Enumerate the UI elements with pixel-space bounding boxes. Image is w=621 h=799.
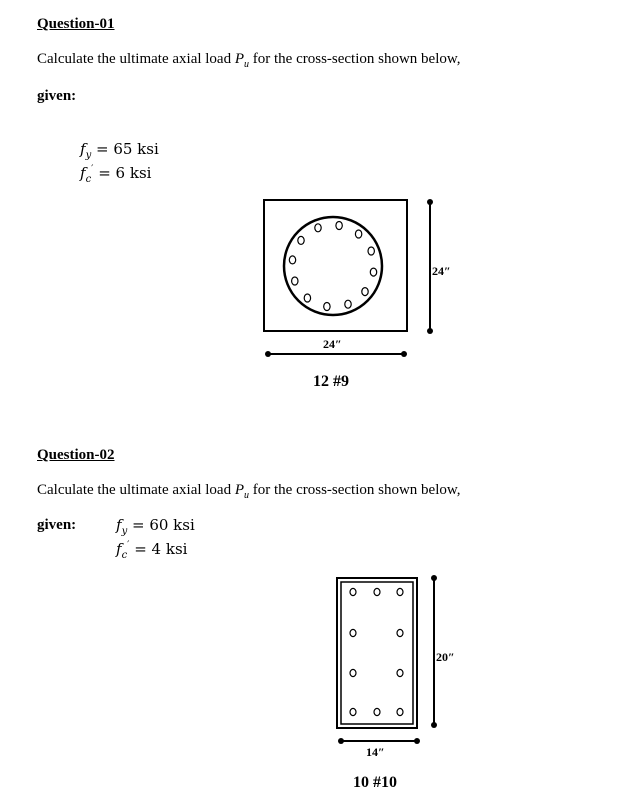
q1-rebar: [345, 300, 351, 308]
q2-prompt-post: for the cross-section shown below,: [249, 482, 461, 498]
q2-fc-equation: $f_c' = 4$ ksi: [116, 540, 188, 561]
q2-rebar: [397, 708, 403, 715]
q1-rebar: [292, 277, 298, 285]
q2-rebar: [350, 629, 356, 636]
q2-rebar: [397, 588, 403, 595]
q1-height-dim-end-bottom: [427, 328, 433, 334]
q1-rebar: [336, 222, 342, 230]
q1-column-outline: [264, 200, 407, 331]
q2-bars-label: 10 #10: [353, 774, 397, 791]
q2-height-dim-end-top: [431, 575, 437, 581]
q2-fy-equation: $f_y = 60$ ksi: [116, 516, 195, 537]
q2-fc-value: = 4 ksi: [129, 540, 188, 558]
q1-rebar: [355, 230, 361, 238]
q2-given-label: given:: [37, 517, 77, 533]
q1-height-label: 24″: [432, 264, 451, 278]
q1-rebar: [298, 236, 304, 244]
q1-rebar: [362, 288, 368, 296]
q1-fc-equation: $f_c' = 6$ ksi: [80, 164, 152, 185]
q2-rebar: [397, 669, 403, 676]
q2-column-outline: [337, 578, 417, 728]
q2-width-dim-end-left: [338, 738, 344, 744]
q1-width-dim-end-right: [401, 351, 407, 357]
q1-fy-value: = 65 ksi: [91, 140, 159, 158]
q1-rebar: [304, 294, 310, 302]
q1-fy-equation: $f_y = 65$ ksi: [80, 140, 159, 161]
q1-rebar-group: [289, 222, 376, 311]
q1-height-dim-end-top: [427, 199, 433, 205]
q2-prompt: [37, 482, 461, 501]
q1-prompt-post: for the cross-section shown below,: [249, 51, 461, 67]
q2-height-label: 20″: [436, 650, 455, 664]
q2-rebar: [350, 588, 356, 595]
q1-width-label: 24″: [323, 337, 342, 351]
q2-rebar: [374, 708, 380, 715]
q1-bars-label: 12 #9: [313, 373, 349, 390]
q1-rebar: [370, 268, 376, 276]
q1-rebar: [289, 256, 295, 264]
q1-fc-value: = 6 ksi: [93, 164, 152, 182]
q1-rebar: [324, 303, 330, 311]
q1-spiral-tie: [284, 217, 382, 315]
q2-fy-value: = 60 ksi: [127, 516, 195, 534]
q1-title: Question-01: [37, 16, 115, 32]
q2-rebar-group: [350, 588, 403, 715]
q2-prompt-pre: Calculate the ultimate axial load: [37, 482, 235, 498]
q2-tie: [341, 582, 413, 724]
q2-rebar: [374, 588, 380, 595]
q2-title: Question-02: [37, 447, 115, 463]
q1-rebar: [368, 247, 374, 255]
q1-load-symbol: $P_u$: [234, 51, 250, 70]
q1-given-label: given:: [37, 88, 77, 104]
q2-rebar: [350, 708, 356, 715]
q2-width-dim-end-right: [414, 738, 420, 744]
q2-rebar: [350, 669, 356, 676]
q1-rebar: [315, 224, 321, 232]
q1-width-dim-end-left: [265, 351, 271, 357]
q2-load-symbol: $P_u$: [234, 482, 250, 501]
q2-height-dim-end-bottom: [431, 722, 437, 728]
q1-prompt-pre: Calculate the ultimate axial load: [37, 51, 235, 67]
q2-rebar: [397, 629, 403, 636]
q2-width-label: 14″: [366, 745, 385, 759]
